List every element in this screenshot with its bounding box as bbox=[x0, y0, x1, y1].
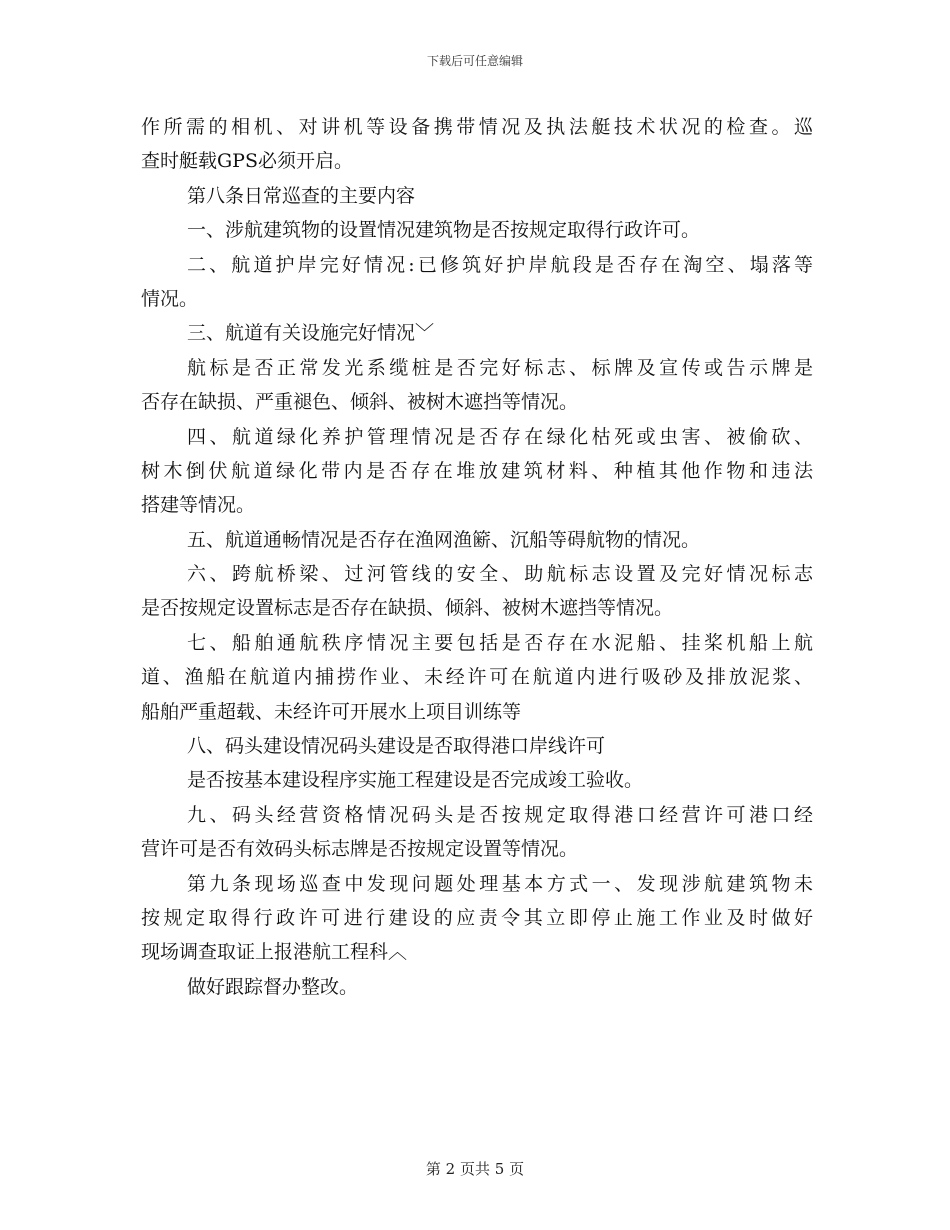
text-line: 航标是否正常发光系缆桩是否完好标志、标牌及宣传或告示牌是 bbox=[187, 356, 813, 379]
document-body bbox=[141, 110, 813, 1004]
text-line: 七、船舶通航秩序情况主要包括是否存在水泥船、挂桨机船上航 bbox=[187, 631, 813, 654]
text-line: 营许可是否有效码头标志牌是否按规定设置等情况。 bbox=[141, 838, 579, 861]
text-line: 第九条现场巡查中发现问题处理基本方式一、发现涉航建筑物未 bbox=[187, 872, 813, 895]
text-line: 搭建等情况。 bbox=[141, 494, 256, 517]
text-line: 三、航道有关设施完好情况﹀ bbox=[187, 322, 435, 345]
text-line: 现场调查取证上报港航工程科︿ bbox=[141, 941, 408, 964]
text-line: 四、航道绿化养护管理情况是否存在绿化枯死或虫害、被偷砍、 bbox=[187, 425, 813, 448]
text-line: 一、涉航建筑物的设置情况建筑物是否按规定取得行政许可。 bbox=[187, 219, 701, 242]
page-header: 下载后可任意编辑 bbox=[426, 54, 523, 68]
text-line: 第八条日常巡查的主要内容 bbox=[187, 184, 416, 207]
text-line: 二、航道护岸完好情况:已修筑好护岸航段是否存在淘空、塌落等 bbox=[187, 253, 813, 276]
text-line: 否存在缺损、严重褪色、倾斜、被树木遮挡等情况。 bbox=[141, 391, 579, 414]
text-line: 按规定取得行政许可进行建设的应责令其立即停止施工作业及时做好 bbox=[141, 906, 813, 929]
text-line: 八、码头建设情况码头建设是否取得港口岸线许可 bbox=[187, 735, 606, 758]
text-line: 五、航道通畅情况是否存在渔网渔簖、沉船等碍航物的情况。 bbox=[187, 528, 701, 551]
text-line: 是否按基本建设程序实施工程建设是否完成竣工验收。 bbox=[187, 769, 644, 792]
text-line: 情况。 bbox=[141, 287, 199, 310]
text-line: 查时艇载GPS必须开启。 bbox=[141, 150, 353, 173]
text-line: 九、码头经营资格情况码头是否按规定取得港口经营许可港口经 bbox=[187, 803, 813, 826]
text-line: 是否按规定设置标志是否存在缺损、倾斜、被树木遮挡等情况。 bbox=[141, 597, 674, 620]
text-line: 船舶严重超载、未经许可开展水上项目训练等 bbox=[141, 700, 522, 723]
text-line: 六、跨航桥梁、过河管线的安全、助航标志设置及完好情况标志 bbox=[187, 563, 813, 586]
text-line: 树木倒伏航道绿化带内是否存在堆放建筑材料、种植其他作物和违法 bbox=[141, 459, 813, 482]
page-footer: 第 2 页共 5 页 bbox=[425, 1160, 525, 1178]
text-line: 作所需的相机、对讲机等设备携带情况及执法艇技术状况的检查。巡 bbox=[141, 116, 813, 138]
text-line: 道、渔船在航道内捕捞作业、未经许可在航道内进行吸砂及排放泥浆、 bbox=[141, 666, 813, 689]
text-line: 做好跟踪督办整改。 bbox=[187, 975, 359, 998]
